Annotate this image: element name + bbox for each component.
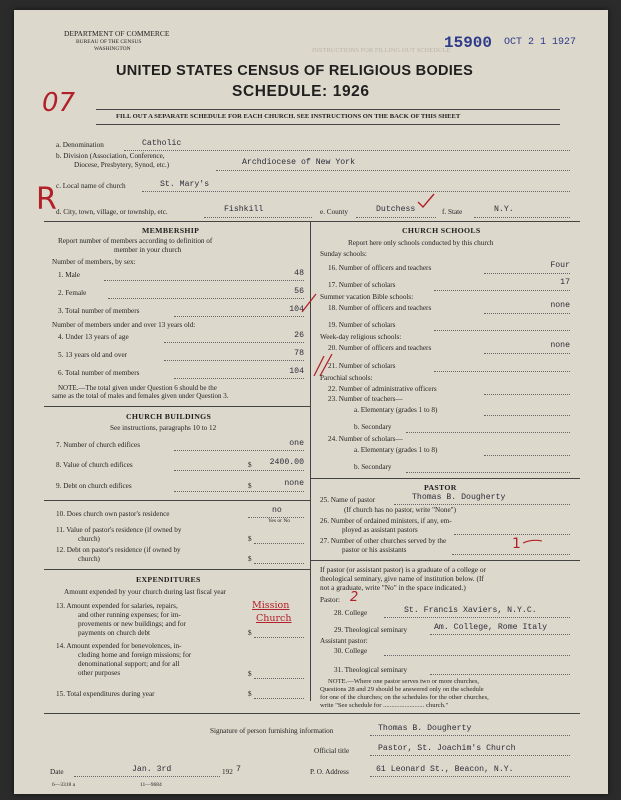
parochial-scholars-elementary-label: a. Elementary (grades 1 to 8) — [354, 446, 438, 454]
fill-line — [164, 342, 304, 343]
form-code: 6—3318 a — [52, 782, 76, 788]
parochial-teachers-secondary-label: b. Secondary — [354, 423, 392, 431]
fill-line — [164, 360, 304, 361]
female-label: 2. Female — [58, 289, 87, 297]
church-name-value: St. Mary's — [160, 180, 210, 189]
summer-teachers-value: none — [550, 301, 570, 310]
pastor-note-2: Questions 28 and 29 should be answered only on the schedule — [320, 686, 484, 693]
pastor-name-label: 25. Name of pastor — [320, 496, 376, 504]
total-members-age-value: 104 — [289, 367, 304, 376]
running-expenses-label: 13. Amount expended for salaries, repairs, — [56, 602, 178, 610]
division-label-cont: Diocese, Presbytery, Synod, etc.) — [74, 161, 170, 169]
fill-line — [142, 191, 570, 192]
fill-line — [356, 217, 436, 218]
section-divider — [44, 569, 310, 570]
weekday-teachers-label: 20. Number of officers and teachers — [328, 344, 432, 352]
pastor-note-4: write "See schedule for ......................... church." — [320, 702, 449, 709]
division-value: Archdiocese of New York — [242, 158, 356, 167]
male-value: 48 — [294, 269, 304, 278]
date-label: Date — [50, 768, 64, 776]
weekday-teachers-value: none — [550, 341, 570, 350]
sunday-scholars-label: 17. Number of scholars — [328, 281, 396, 289]
assistant-ministers-label-cont: ployed as assistant pastors — [342, 526, 418, 534]
buildings-subheading: See instructions, paragraphs 10 to 12 — [110, 424, 217, 432]
benevolences-label-2: cluding home and foreign missions; for — [78, 651, 192, 659]
assistant-ministers-label: 26. Number of ordained ministers, if any, em- — [320, 517, 452, 525]
residence-debt-label-cont: church) — [78, 555, 100, 563]
section-divider — [44, 406, 310, 407]
members-by-age-label: Number of members under and over 13 years old: — [52, 321, 196, 329]
receipt-stamp-date: OCT 2 1 1927 — [504, 37, 577, 48]
state-label: f. State — [442, 208, 463, 216]
divider — [96, 109, 560, 110]
assistant-pastor-sublabel: Assistant pastor: — [320, 637, 368, 645]
assistant-college-label: 30. College — [334, 647, 368, 655]
fill-line — [484, 394, 570, 395]
divider — [310, 560, 580, 561]
denomination-label: a. Denomination — [56, 141, 104, 149]
city-town-value: Fishkill — [224, 205, 264, 214]
assistant-seminary-label: 31. Theological seminary — [334, 666, 408, 674]
membership-note-2: same as the total of males and females given under Question 3. — [52, 392, 229, 400]
red-handwritten-number: 07 — [42, 88, 76, 118]
fill-line — [124, 150, 570, 151]
fill-line — [430, 634, 570, 635]
section-divider — [44, 713, 580, 714]
summer-scholars-label: 19. Number of scholars — [328, 321, 396, 329]
fill-line — [254, 563, 304, 564]
pastor-college-label: 28. College — [334, 609, 368, 617]
summer-teachers-label: 18. Number of officers and teachers — [328, 304, 432, 312]
fill-line — [174, 491, 304, 492]
red-check-mark — [416, 192, 436, 210]
address-value: 61 Leonard St., Beacon, N.Y. — [376, 765, 514, 774]
red-tick-mark — [300, 292, 320, 314]
dollar-sign: $ — [248, 629, 252, 637]
fill-line — [174, 450, 304, 451]
parochial-teachers-elementary-label: a. Elementary (grades 1 to 8) — [354, 406, 438, 414]
running-expenses-label-3: provements or new buildings; and for — [78, 620, 186, 628]
divider — [96, 124, 560, 125]
female-value: 56 — [294, 287, 304, 296]
fill-line — [484, 313, 570, 314]
total-members-label: 3. Total number of members — [58, 307, 140, 315]
year-prefix: 192 — [222, 768, 233, 776]
parochial-scholars-label: 24. Number of scholars— — [328, 435, 403, 443]
weekday-schools-label: Week-day religious schools: — [320, 333, 402, 341]
fill-line — [484, 353, 570, 354]
signature-value: Thomas B. Dougherty — [378, 724, 472, 733]
fill-line — [174, 378, 304, 379]
benevolences-label-4: other purposes — [78, 669, 121, 677]
dollar-sign: $ — [248, 670, 252, 678]
dollar-sign: $ — [248, 482, 252, 490]
graduate-instruction-3: not a graduate, write "No" in the space indicated.) — [320, 583, 466, 592]
fill-line — [394, 504, 570, 505]
fill-line — [370, 735, 570, 736]
edifices-value-value: 2400.00 — [269, 458, 304, 467]
instruction-banner: FILL OUT A SEPARATE SCHEDULE FOR EACH CHURCH. SEE INSTRUCTIONS ON THE BACK OF THIS SHEET — [116, 113, 461, 120]
fill-line — [434, 290, 570, 291]
owns-residence-value: no — [272, 506, 282, 515]
fill-line — [370, 755, 570, 756]
section-divider — [310, 478, 580, 479]
parochial-scholars-secondary-label: b. Secondary — [354, 463, 392, 471]
dollar-sign: $ — [248, 461, 252, 469]
fill-line — [454, 534, 570, 535]
form-title: UNITED STATES CENSUS OF RELIGIOUS BODIES — [116, 63, 474, 79]
pastor-sublabel: Pastor: — [320, 596, 340, 604]
address-label: P. O. Address — [310, 768, 349, 776]
membership-heading: MEMBERSHIP — [142, 226, 200, 235]
fill-line — [406, 432, 570, 433]
faded-reverse-text: INSTRUCTIONS FOR FILLING OUT SCHEDULE — [312, 47, 451, 54]
fill-line — [254, 543, 304, 544]
running-expenses-handwritten-2: Church — [256, 613, 292, 624]
year-value: 7 — [236, 765, 241, 774]
graduate-instruction-2: theological seminary, give name of institution below. (If — [320, 574, 484, 583]
pastor-note: NOTE.—Where one pastor serves two or more churches, — [328, 678, 480, 685]
sunday-teachers-label: 16. Number of officers and teachers — [328, 264, 432, 272]
other-churches-label-cont: pastor or his assistants — [342, 546, 407, 554]
fill-line — [484, 455, 570, 456]
buildings-heading: CHURCH BUILDINGS — [126, 412, 212, 421]
parochial-teachers-label: 23. Number of teachers— — [328, 395, 403, 403]
edifices-count-value: one — [289, 439, 304, 448]
receipt-stamp-number: 15900 — [444, 34, 493, 52]
city-label: WASHINGTON — [94, 46, 131, 52]
graduate-instruction: If pastor (or assistant pastor) is a graduate of a college or — [320, 565, 486, 574]
other-churches-value: 1 — [512, 536, 521, 552]
fill-line — [104, 280, 304, 281]
fill-line — [174, 470, 304, 471]
summer-schools-label: Summer vacation Bible schools: — [320, 293, 414, 301]
membership-intro: Report number of members according to definition of — [58, 237, 213, 245]
other-churches-label: 27. Number of other churches served by the — [320, 537, 447, 545]
fill-line — [384, 617, 570, 618]
fill-line — [474, 217, 570, 218]
running-expenses-handwritten-1: Mission — [252, 600, 290, 611]
expenditures-subheading: Amount expended by your church during last fiscal year — [64, 588, 227, 596]
membership-note: NOTE.—The total given under Question 6 should be the — [58, 384, 217, 392]
fill-line — [484, 273, 570, 274]
section-divider — [44, 221, 580, 222]
sunday-schools-label: Sunday schools: — [320, 250, 367, 258]
pastor-name-value: Thomas B. Dougherty — [412, 493, 506, 502]
members-by-sex-label: Number of members, by sex: — [52, 258, 136, 266]
date-value: Jan. 3rd — [132, 765, 172, 774]
running-expenses-label-2: and other running expenses; for im- — [78, 611, 181, 619]
over-13-value: 78 — [294, 349, 304, 358]
under-13-label: 4. Under 13 years of age — [58, 333, 129, 341]
residence-debt-label: 12. Debt on pastor's residence (if owned by — [56, 546, 181, 554]
schools-intro: Report here only schools conducted by this church — [348, 239, 494, 247]
signature-label: Signature of person furnishing information — [210, 727, 334, 735]
owns-residence-label: 10. Does church own pastor's residence — [56, 510, 170, 518]
under-13-value: 26 — [294, 331, 304, 340]
divider — [44, 500, 310, 501]
department-label: DEPARTMENT OF COMMERCE — [64, 29, 170, 38]
fill-line — [430, 674, 570, 675]
division-label: b. Division (Association, Conference, — [56, 152, 165, 160]
pastor-name-hint: (If church has no pastor, write "None") — [344, 506, 456, 514]
benevolences-label-3: denominational support; and for all — [78, 660, 180, 668]
red-handwritten-letter: R — [36, 182, 57, 217]
expenditures-heading: EXPENDITURES — [136, 575, 201, 584]
red-tail-mark — [522, 537, 544, 547]
fill-line — [406, 472, 570, 473]
total-members-value: 104 — [289, 305, 304, 314]
benevolences-label: 14. Amount expended for benevolences, in- — [56, 642, 182, 650]
running-expenses-label-4: payments on church debt — [78, 629, 151, 637]
city-town-label: d. City, town, village, or township, etc. — [56, 208, 168, 216]
fill-line — [384, 655, 570, 656]
schools-heading: CHURCH SCHOOLS — [402, 226, 481, 235]
fill-line — [434, 330, 570, 331]
residence-value-label-cont: church) — [78, 535, 100, 543]
over-13-label: 5. 13 years old and over — [58, 351, 128, 359]
fill-line — [484, 415, 570, 416]
male-label: 1. Male — [58, 271, 80, 279]
pastor-seminary-value: Am. College, Rome Italy — [434, 623, 548, 632]
fill-line — [452, 554, 570, 555]
edifices-debt-value: none — [284, 479, 304, 488]
official-title-value: Pastor, St. Joachim's Church — [378, 744, 516, 753]
fill-line — [108, 298, 304, 299]
county-label: e. County — [320, 208, 348, 216]
pastor-note-3: for one of the churches; on the schedules for the other churches, — [320, 694, 489, 701]
official-title-label: Official title — [314, 747, 350, 755]
county-value: Dutchess — [376, 205, 416, 214]
weekday-scholars-label: 21. Number of scholars — [328, 362, 396, 370]
fill-line — [254, 637, 304, 638]
fill-line — [174, 316, 304, 317]
dollar-sign: $ — [248, 535, 252, 543]
total-members-age-label: 6. Total number of members — [58, 369, 140, 377]
total-expenditures-label: 15. Total expenditures during year — [56, 690, 155, 698]
bureau-label: BUREAU OF THE CENSUS — [76, 39, 142, 45]
pastor-college-value: St. Francis Xaviers, N.Y.C. — [404, 606, 537, 615]
edifices-value-label: 8. Value of church edifices — [56, 461, 133, 469]
sunday-scholars-value: 17 — [560, 278, 570, 287]
denomination-value: Catholic — [142, 139, 182, 148]
red-handwritten-mark: 2 — [350, 590, 359, 605]
sunday-teachers-value: Four — [550, 261, 570, 270]
print-code: 11—9684 — [140, 782, 162, 788]
edifices-count-label: 7. Number of church edifices — [56, 441, 141, 449]
fill-line — [434, 371, 570, 372]
form-subtitle: SCHEDULE: 1926 — [232, 83, 370, 100]
census-schedule-form — [14, 10, 608, 794]
pastor-heading: PASTOR — [424, 483, 457, 492]
parochial-schools-label: Parochial schools: — [320, 374, 373, 382]
dollar-sign: $ — [248, 690, 252, 698]
pastor-seminary-label: 29. Theological seminary — [334, 626, 408, 634]
fill-line — [254, 678, 304, 679]
edifices-debt-label: 9. Debt on church edifices — [56, 482, 132, 490]
dollar-sign: $ — [248, 555, 252, 563]
fill-line — [74, 776, 220, 777]
fill-line — [254, 698, 304, 699]
fill-line — [370, 776, 570, 777]
membership-intro-2: member in your church — [114, 246, 182, 254]
residence-value-label: 11. Value of pastor's residence (if owned by — [56, 526, 182, 534]
parochial-admin-label: 22. Number of administrative officers — [328, 385, 437, 393]
church-name-label: c. Local name of church — [56, 182, 126, 190]
fill-line — [216, 170, 570, 171]
fill-line — [204, 217, 312, 218]
state-value: N.Y. — [494, 205, 514, 214]
yes-no-hint: Yes or No — [268, 518, 291, 524]
